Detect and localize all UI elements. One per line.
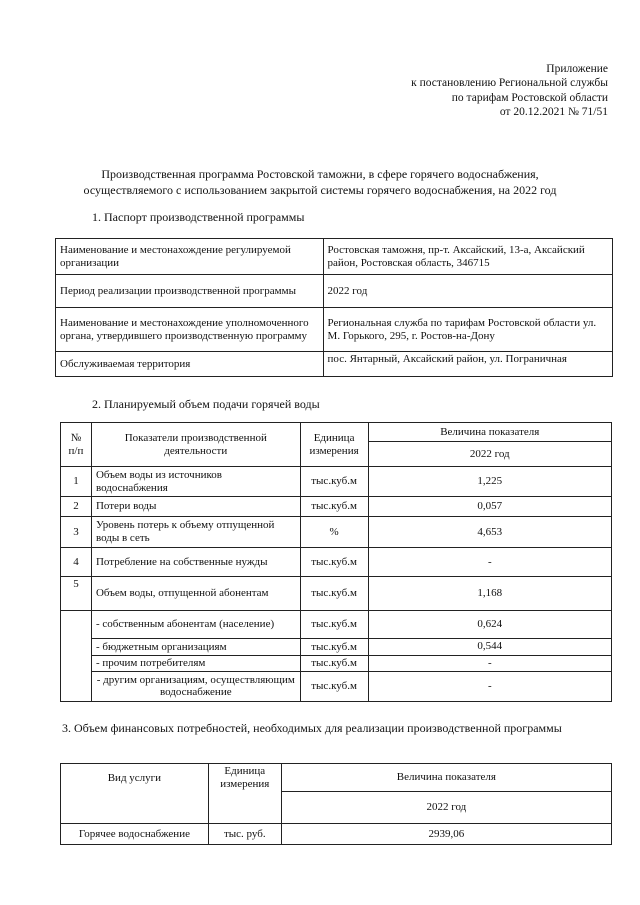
passport-value: Ростовская таможня, пр-т. Аксайский, 13-а, Аксайский район, Ростовская область, 346715: [323, 239, 612, 275]
table-subrow: [61, 656, 612, 672]
title-line: осуществляемого с использованием закрытой системы горячего водоснабжения, на 2022 год: [83, 182, 557, 197]
subrow-indicator: - бюджетным организациям: [91, 639, 300, 656]
subrow-value: -: [368, 671, 611, 701]
table-row: [61, 824, 612, 845]
subrow-indicator: - другим организациям, осуществляющим водоснабжение: [91, 671, 300, 701]
row-indicator: Объем воды, отпущенной абонентам: [91, 577, 300, 611]
table-row: [56, 352, 613, 377]
section2-heading: 2. Планируемый объем подачи горячей воды: [92, 397, 320, 411]
row-num: 4: [61, 548, 92, 577]
header-num: № п/п: [61, 423, 92, 467]
row-value: 1,225: [368, 467, 611, 497]
table-subrow: [61, 639, 612, 656]
header-year-text: 2022 год: [426, 801, 467, 814]
subrow-unit: тыс.куб.м: [300, 671, 368, 701]
row-unit: тыс.куб.м: [300, 497, 368, 517]
passport-label: Обслуживаемая территория: [56, 352, 324, 377]
table-row: [61, 577, 612, 611]
table-row: [56, 275, 613, 308]
passport-label: Период реализации производственной программы: [56, 275, 324, 308]
header-year: [281, 792, 611, 824]
row-unit: %: [300, 517, 368, 548]
passport-value: пос. Янтарный, Аксайский район, ул. Пограничная: [323, 352, 612, 377]
passport-label: Наименование и местонахождение уполномоченного органа, утвердившего производственную программу: [56, 308, 324, 352]
appendix-line: Приложение: [546, 63, 608, 75]
row-num: 5: [61, 577, 92, 611]
subrow-value: 0,544: [368, 639, 611, 656]
row-indicator: Потери воды: [91, 497, 300, 517]
table-row: [56, 239, 613, 275]
appendix-line: по тарифам Ростовской области: [451, 91, 608, 104]
header-value: Величина показателя: [368, 423, 611, 442]
table-subrow: [61, 671, 612, 701]
subrow-unit: тыс.куб.м: [300, 611, 368, 639]
header-unit: Единица измерения: [300, 423, 368, 467]
row-unit: тыс.куб.м: [300, 577, 368, 611]
table-row: [61, 517, 612, 548]
subrow-value: -: [368, 656, 611, 672]
row-unit: тыс.куб.м: [300, 467, 368, 497]
header-service: Вид услуги: [61, 764, 209, 824]
document-title: [40, 167, 600, 198]
subrow-unit: тыс.куб.м: [300, 639, 368, 656]
appendix-block: [411, 62, 608, 120]
row-value: 1,168: [368, 577, 611, 611]
header-value: Величина показателя: [281, 764, 611, 792]
table-header-row: [61, 764, 612, 792]
row-unit: тыс. руб.: [208, 824, 281, 845]
subrow-value: 0,624: [368, 611, 611, 639]
title-line: Производственная программа Ростовской таможни, в сфере горячего водоснабжения,: [101, 167, 539, 181]
financial-table: [60, 763, 612, 845]
table-header-row: [61, 423, 612, 442]
passport-label: Наименование и местонахождение регулируемой организации: [56, 239, 324, 275]
row-unit: тыс.куб.м: [300, 548, 368, 577]
table-row: [61, 467, 612, 497]
row-value: 4,653: [368, 517, 611, 548]
row-value: 0,057: [368, 497, 611, 517]
table-subrow: [61, 611, 612, 639]
table-row: [61, 497, 612, 517]
row-service: Горячее водоснабжение: [61, 824, 209, 845]
row-num: 3: [61, 517, 92, 548]
section1-heading: 1. Паспорт производственной программы: [92, 210, 305, 224]
row-value: -: [368, 548, 611, 577]
passport-value: Региональная служба по тарифам Ростовской области ул. М. Горького, 295, г. Ростов-на-Дону: [323, 308, 612, 352]
header-year: 2022 год: [368, 442, 611, 467]
empty-num-cell: [61, 611, 92, 702]
row-value: 2939,06: [281, 824, 611, 845]
appendix-line: от 20.12.2021 № 71/51: [499, 106, 608, 119]
row-num: 2: [61, 497, 92, 517]
subrow-indicator: - прочим потребителям: [91, 656, 300, 672]
water-volume-table: [60, 422, 612, 702]
row-indicator: Уровень потерь к объему отпущенной воды в сеть: [91, 517, 300, 548]
table-row: [61, 548, 612, 577]
subrow-unit: тыс.куб.м: [300, 656, 368, 672]
table-row: [56, 308, 613, 352]
row-indicator: Потребление на собственные нужды: [91, 548, 300, 577]
appendix-line: к постановлению Региональной службы: [411, 77, 608, 90]
subrow-indicator: - собственным абонентам (население): [91, 611, 300, 639]
passport-value: 2022 год: [323, 275, 612, 308]
row-indicator: Объем воды из источников водоснабжения: [91, 467, 300, 497]
header-indicator: Показатели производственной деятельности: [91, 423, 300, 467]
row-num: 1: [61, 467, 92, 497]
header-unit: Единица измерения: [208, 764, 281, 824]
passport-table: [55, 238, 613, 377]
section3-heading: 3. Объем финансовых потребностей, необходимых для реализации производственной программы: [62, 721, 562, 735]
